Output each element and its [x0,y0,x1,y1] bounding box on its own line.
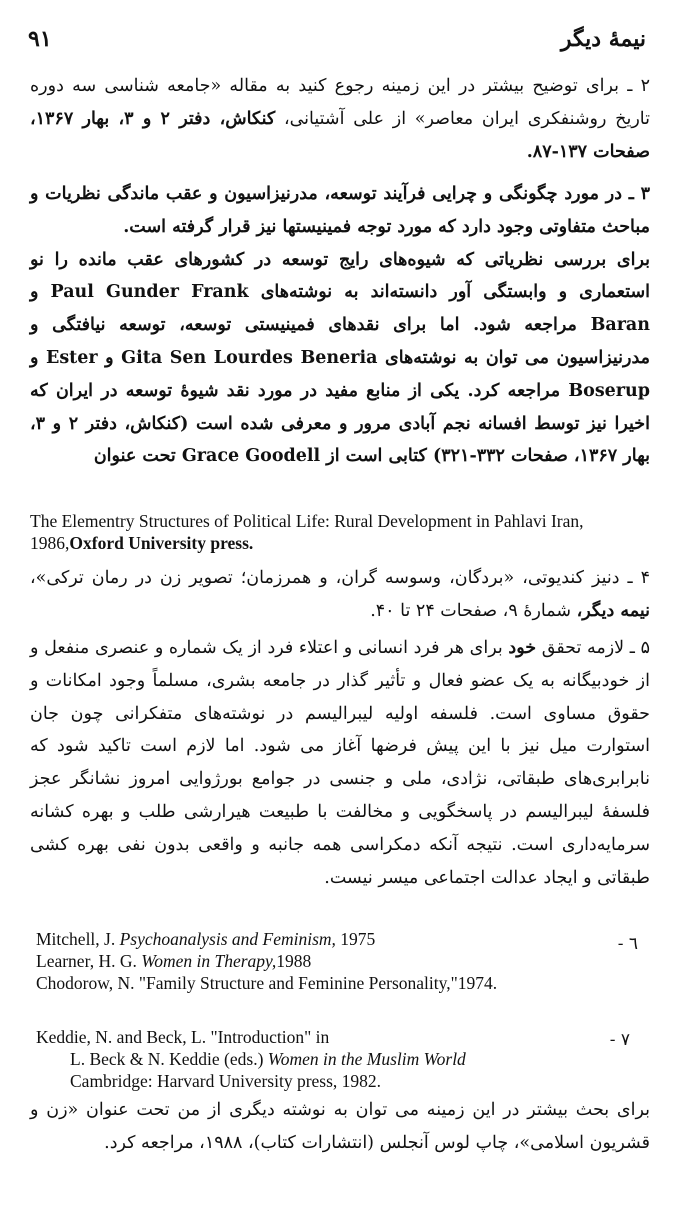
author-paul: و Paul [30,282,94,303]
note-5-self: خود [508,638,537,658]
note-7-farsi: برای بحث بیشتر در این زمینه می توان به نوشته دیگری از من تحت عنوان «زن و قشریون اسلامی»، چاپ لوس آنجلس (انتشارات کتاب)، ۱۹۸۸، مراجعه کرد. [30,1100,650,1153]
ref-beck-keddie: L. Beck & N. Keddie (eds.) Women in the Muslim World [70,1049,466,1069]
ref-mitchell: Mitchell, J. Psychoanalysis and Feminism, 1975 [36,929,376,949]
author-gita-sen: و Gita Sen [105,347,207,368]
ref-chodorow: Chodorow, N. "Family Structure and Feminine Personality,"1974. [36,973,498,993]
note-5-body: برای هر فرد انسانی و اعتلاء فرد از یک شماره و عنصری منفعل و از خودبیگانه به یک عضو فعال و تأثیر گذار در جامعه بشری، مسلماً وجود امکانات و حقوق مساوی است. فلسفه اولیه لیبرالیسم در نوشته‌های متفکرانی چون جان استوارت میل نیز با این پیش فرضها آغاز می شود. اما لازم است تاکید شود که نابرابری‌های طبقاتی، نژادی، ملی و جنسی در جوامع بورژوایی امروز نشانگر عجز فلسفهٔ لیبرالیسم در پاسخگویی و مخالفت با طبیعت هیرارشی طلب و بهره کشانه سرمایه‌داری است. نتیجه آنکه دمکراسی همه جانبه و واقعی بدون نفی بهره کشی طبقاتی و ایجاد عدالت اجتماعی میسر نیست. [30,638,650,888]
note-2-source: کنکاش، دفتر ۲ و ۳، بهار ۱۳۶۷، صفحات ۱۳۷-۸۷. [30,108,650,162]
book-title [30,510,660,554]
page-number: ۹۱ [28,26,52,52]
note-3-book-is: کتابی است از [326,446,427,467]
author-ester: و Ester [30,347,98,368]
note-2 [30,70,650,168]
note-7-label: ٧ - [609,1030,630,1050]
note-3-dependency: برای بررسی نظریاتی که شیوه‌های رایج توسعه در کشورهای عقب مانده را نو استعماری و وابستگی آور دانسته‌اند به نوشته‌های [30,249,650,303]
publisher: Oxford University press. [69,533,254,553]
note-6-label: ٦ - [617,934,638,954]
note-3 [30,178,650,473]
author-lourdes-beneria: Lourdes Beneria [213,347,378,368]
note-3-feminist-critique: مراجعه شود. اما برای نقدهای فمینیستی توسعه، توسعه نیافتگی و مدرنیزاسیون می توان به نوشته‌های [30,315,651,368]
journal-title: نیمهٔ دیگر [560,26,646,52]
note-3-intro: ۳ ـ در مورد چگونگی و چرایی فرآیند توسعه، مدرنیزاسیون و عقب ماندگی نظریات و مباحث متفاوتی وجود دارد که مورد توجه فمینیستها نیز قرار گرفته است. [30,184,650,237]
note-6-refs [36,928,596,994]
note-5 [30,632,650,894]
book-title-text: The Elementry Structures of Political Life: Rural Development in Pahlavi Iran, 1986, [30,511,584,553]
note-5-start: ۵ ـ لازمه تحقق [541,638,650,658]
note-3-titled: تحت عنوان [93,446,176,467]
ref-learner: Learner, H. G. Women in Therapy,1988 [36,951,312,971]
note-3-iran-source: مراجعه کرد. یکی از منابع مفید در مورد نقد شیوهٔ توسعه در ایران که اخیرا نیز توسط افسانه نجم آبادی مرور و معرفی شده است [30,380,650,434]
ref-keddie: Keddie, N. and Beck, L. "Introduction" in [36,1027,330,1047]
note-4-text: ۴ ـ دنیز کندیوتی، «بردگان، وسوسه گران، و همرزمان؛ تصویر زن در رمان ترکی»، [30,568,650,588]
author-baran: Baran [590,315,650,336]
note-4 [30,562,650,628]
note-3-kankash-ref: (کنکاش، دفتر ۲ و ۳، بهار ۱۳۶۷، صفحات ۳۳۲-۳۲۱) [30,413,650,467]
author-gunder-frank: Gunder Frank [106,282,249,303]
note-2-text: ۲ ـ برای توضیح بیشتر در این زمینه رجوع کنید به مقاله «جامعه شناسی سه دوره تاریخ روشنفکری ایران معاصر» از علی آشتیانی، [30,76,650,129]
note-4-issue: شمارهٔ ۹، صفحات ۲۴ تا ۴۰. [370,600,572,621]
note-7-refs [36,1026,606,1092]
author-grace-goodell: Grace Goodell [181,446,321,467]
ref-cambridge: Cambridge: Harvard University press, 1982. [70,1071,382,1091]
author-boserup: Boserup [568,380,650,401]
note-4-journal: نیمه دیگر، [576,600,650,621]
